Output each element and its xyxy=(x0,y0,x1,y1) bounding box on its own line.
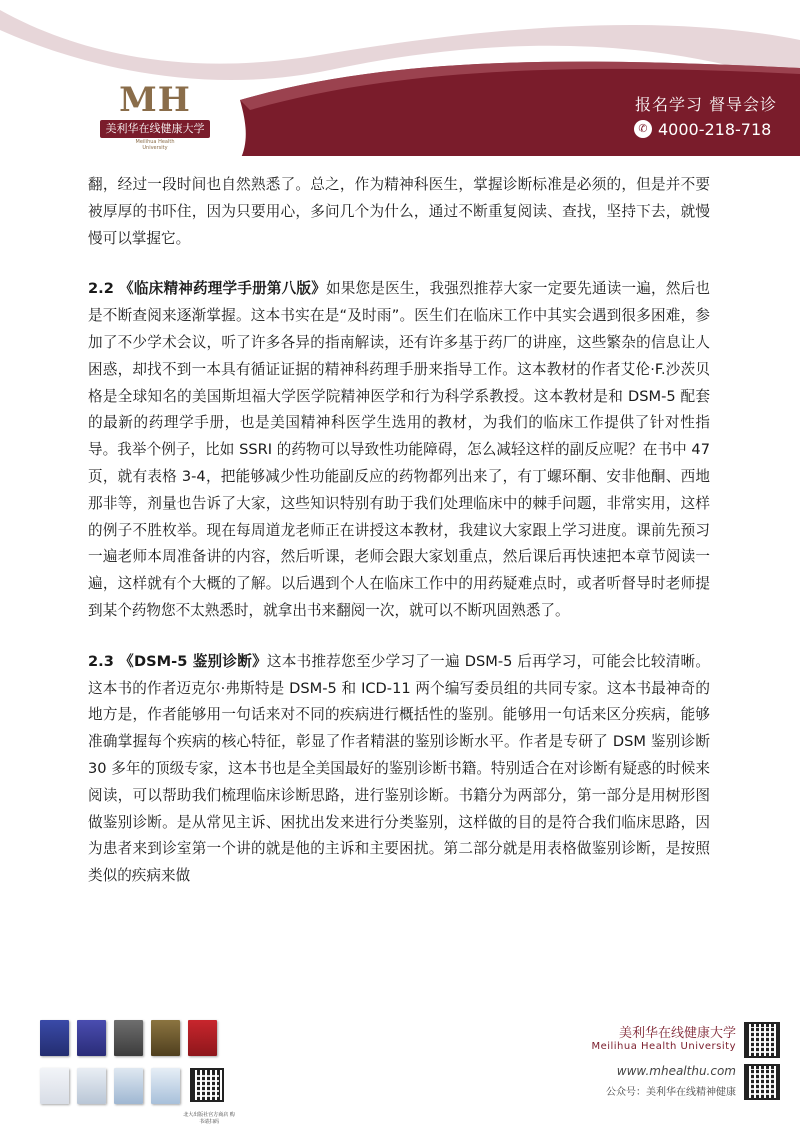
book-cover-8[interactable] xyxy=(114,1068,143,1104)
book-cover-2[interactable] xyxy=(77,1020,106,1056)
footer-brand-cn: 美利华在线健康大学 xyxy=(618,1026,736,1041)
book-cover-4[interactable] xyxy=(151,1020,180,1056)
book-cover-6[interactable] xyxy=(40,1068,69,1104)
paragraph-intro: 翻，经过一段时间也自然熟悉了。总之，作为精神科医生，掌握诊断标准是必须的，但是并不要被厚厚的书吓住，因为只要用心，多问几个为什么，通过不断重复阅读、查找，坚持下去，就慢慢可以掌握它。 xyxy=(88,176,710,247)
book-cover-1[interactable] xyxy=(40,1020,69,1056)
footer-brand-en: Meilihua Health University xyxy=(591,1041,736,1052)
bookstore-qr-code[interactable] xyxy=(190,1068,224,1102)
page-header xyxy=(0,0,800,160)
bookstore-qr-caption: 北大出版社官方商店 购书请扫码 xyxy=(183,1112,235,1125)
wechat-qr-code[interactable] xyxy=(744,1064,780,1100)
section-2-2-body: 如果您是医生，我强烈推荐大家一定要先通读一遍，然后也是不断查阅来逐渐掌握。这本书实在是“及时雨”。医生们在临床工作中其实会遇到很多困难，参加了不少学术会议，听了许多各异的指南解读，还有许多基于药厂的讲座，这些繁杂的信息让人困惑，却找不到一本具有循证证据的精神科药理手册来指导工作。这本教材的作者艾伦·F.沙茨贝格是全球知名的美国斯坦福大学医学院精神医学和行为科学系教授。这本教材是和 DSM-5 配套的最新的药理学手册，也是美国精神科医学生选用的教材，为我们的临床工作提供了针对性指导。我举个例子，比如 SSRI 的药物可以导致性功能障碍，怎么减轻这样的副反应呢？在书中 47 页，就有表格 3-4，把能够减少性功能副反应的药物都列出来了，有丁螺环酮、安非他酮、西地那非等，剂量也告诉了大家，这些知识特别有助于我们处理临床中的棘手问题，非常实用，这样的例子不胜枚举。现在每周道龙老师正在讲授这本教材，我建议大家跟上学习进度。课前先预习一遍老师本周准备讲的内容，然后听课，老师会跟大家划重点，然后课后再快速把本章节阅读一遍，这样就有个大概的了解。以后遇到个人在临床工作中的用药疑难点时，或者听督导时老师提到某个药物您不太熟悉时，就拿出书来翻阅一次，就可以不断巩固熟悉了。 xyxy=(88,280,710,619)
logo-mark: MH xyxy=(119,80,191,120)
book-cover-3[interactable] xyxy=(114,1020,143,1056)
header-phone[interactable] xyxy=(634,118,771,140)
section-2-2-heading: 2.2 《临床精神药理学手册第八版》 xyxy=(88,280,326,298)
phone-icon: ✆ xyxy=(634,120,652,138)
logo-subtitle: Meilihua Health University xyxy=(135,139,175,151)
phone-number: 4000-218-718 xyxy=(658,119,772,139)
section-2-3-body: 这本书推荐您至少学习了一遍 DSM-5 后再学习，可能会比较清晰。这本书的作者迈克尔·弗斯特是 DSM-5 和 ICD-11 两个编写委员组的共同专家。这本书最神奇的地方是，作者能够用一句话来对不同的疾病进行概括性的鉴别。能够用一句话来区分疾病，能够准确掌握每个疾病的核心特征，彰显了作者精湛的鉴别诊断水平。作者是专研了 DSM 鉴别诊断 30 多年的顶级专家，这本书也是全美国最好的鉴别诊断书籍。特别适合在对诊断有疑惑的时候来阅读，可以帮助我们梳理临床诊断思路，进行鉴别诊断。书籍分为两部分，第一部分是用树形图做鉴别诊断。是从常见主诉、困扰出发来进行分类鉴别，这样做的目的是符合我们临床思路，因为患者来到诊室第一个讲的就是他的主诉和主要困扰。第二部分就是用表格做鉴别诊断，是按照类似的疾病来做 xyxy=(88,652,710,885)
article-body xyxy=(88,172,710,890)
section-2-3-heading: 2.3 《DSM-5 鉴别诊断》 xyxy=(88,652,267,670)
header-slogan: 报名学习 督导会诊 xyxy=(634,95,778,114)
book-cover-7[interactable] xyxy=(77,1068,106,1104)
university-logo xyxy=(100,80,210,151)
book-cover-5[interactable] xyxy=(188,1020,217,1056)
website-qr-code[interactable] xyxy=(744,1022,780,1058)
section-2-2 xyxy=(88,276,710,624)
page-footer xyxy=(0,980,800,1132)
logo-ribbon: 美利华在线健康大学 xyxy=(100,120,210,138)
footer-wechat-account: 公众号：美利华在线精神健康 xyxy=(606,1087,736,1098)
section-2-3 xyxy=(88,649,710,890)
book-cover-9[interactable] xyxy=(151,1068,180,1104)
footer-website-link[interactable]: www.mhealthu.com xyxy=(616,1064,736,1078)
